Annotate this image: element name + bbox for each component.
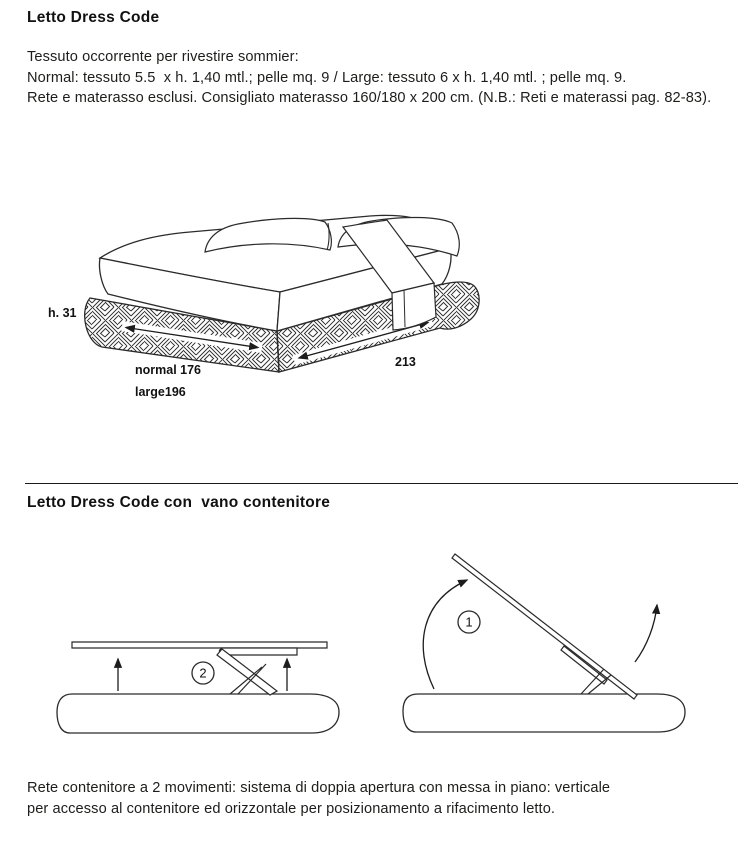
bed-height-label: h. 31 bbox=[48, 306, 77, 320]
step-1-number: 1 bbox=[465, 614, 473, 630]
section1-line1: Tessuto occorrente per rivestire sommier: bbox=[27, 49, 299, 65]
section1-line3: Rete e materasso esclusi. Consigliato materasso 160/180 x 200 cm. (N.B.: Reti e materassi pag. 82-83). bbox=[27, 90, 712, 107]
bed-illustration bbox=[40, 190, 520, 420]
tilt-direction-arrows bbox=[423, 580, 657, 689]
slat-platform-horizontal bbox=[72, 642, 327, 655]
section2-line2: per accesso al contenitore ed orizzontale per posizionamento a rifacimento letto. bbox=[27, 800, 556, 817]
storage-bed-lift-diagram bbox=[40, 543, 370, 758]
step-2-number: 2 bbox=[199, 665, 207, 681]
step-1-badge bbox=[458, 611, 480, 633]
lift-mechanism bbox=[217, 649, 277, 695]
bed-frame-side-view bbox=[57, 694, 339, 733]
bed-width-large-label: large196 bbox=[135, 385, 186, 399]
slat-platform-tilted bbox=[452, 554, 637, 699]
section1-paragraph bbox=[27, 47, 727, 109]
section2-line1: Rete contenitore a 2 movimenti: sistema di doppia apertura con messa in piano: verticale bbox=[27, 780, 611, 796]
section2-title: Letto Dress Code con vano contenitore bbox=[27, 494, 331, 511]
section1-title: Letto Dress Code bbox=[27, 9, 160, 26]
bed-width-normal-label: normal 176 bbox=[135, 363, 202, 377]
bed-depth-label: 213 bbox=[395, 355, 416, 369]
step-2-badge bbox=[192, 662, 214, 684]
section2-paragraph bbox=[27, 778, 727, 819]
section1-line2: Normal: tessuto 5.5 x h. 1,40 mtl.; pelle mq. 9 / Large: tessuto 6 x h. 1,40 mtl. ; pelle mq. 9. bbox=[27, 69, 627, 86]
bed-frame-side-view bbox=[403, 694, 685, 732]
storage-bed-tilt-diagram bbox=[385, 543, 715, 758]
section-divider bbox=[25, 483, 738, 484]
